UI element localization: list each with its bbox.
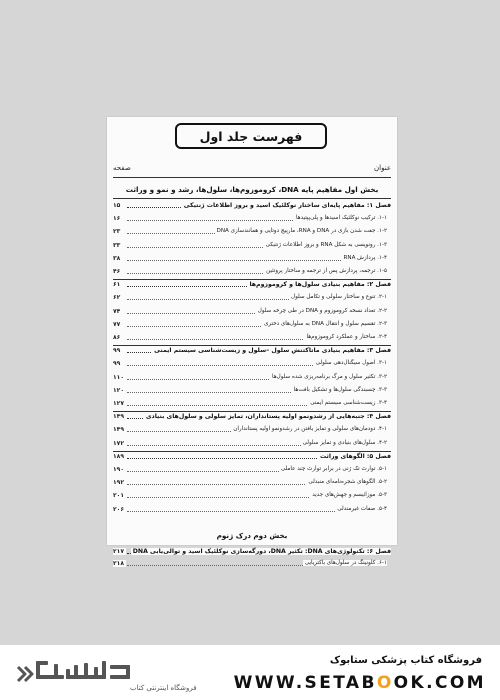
toc-chapter-row xyxy=(113,413,391,423)
toc-item-row xyxy=(113,466,391,476)
toc-item-row xyxy=(113,242,391,252)
url-part-1: WWW.SETAB xyxy=(233,673,377,693)
toc-page xyxy=(107,117,397,567)
toc-entry-page: ۲۳ xyxy=(113,228,121,236)
toc-entry-page: ۱۱۰ xyxy=(113,373,124,381)
toc-entry-page: ۱۵ xyxy=(113,202,121,209)
toc-item-row xyxy=(113,334,391,344)
toc-item-row xyxy=(113,215,391,225)
toc-item-row xyxy=(113,294,391,304)
toc-entry-title: ۳-۳. چسبندگی سلول‌ها و تشکیل بافت‌ها xyxy=(293,386,387,393)
chapter-separator xyxy=(113,345,391,346)
toc-item-row xyxy=(113,374,391,384)
toc-item-row xyxy=(113,268,391,278)
toc-entry-title: ۵-۱. توارث تک ژنی در برابر توارث چند عاملی xyxy=(280,466,387,472)
toc-entry-title: ۱-۳. رونویسی به شکل RNA و بروز اطلاعات ژنتیکی xyxy=(265,241,387,248)
column-title-header: عنوان xyxy=(374,164,391,172)
toc-entry-page: ۹۹ xyxy=(113,360,121,368)
toc-entry-title: فصل ۶: تکنولوژی‌های DNA: تکثیر DNA، دورگه‌سازی نوکلئیک اسید و توالی‌یابی DNA xyxy=(132,548,391,555)
toc-entry-page: ۱۴۹ xyxy=(113,426,124,434)
toc-chapter-row xyxy=(113,202,391,212)
part1-title: بخش اول مفاهیم پایه DNA، کروموزوم‌ها، سلول‌ها، رشد و نمو و وراثت xyxy=(125,185,379,194)
toc-entry-page: ۷۴ xyxy=(113,307,121,315)
toc-entry-page: ۲۰۱ xyxy=(113,492,124,500)
toc-entry-title: ۲-۴. ساختار و عملکرد کروموزوم‌ها xyxy=(306,334,387,340)
toc-entry-title: ۵-۳. موزائیسم و جهش‌های جدید xyxy=(312,492,387,499)
toc-entry-page: ۱۹۲ xyxy=(113,479,124,487)
toc-item-row xyxy=(113,308,391,318)
toc-entry-page: ۲۱۷ xyxy=(113,548,124,555)
chapter-separator xyxy=(113,451,391,452)
title-frame xyxy=(175,123,327,149)
toc-entry-title: ۳-۴. زیست‌شناسی سیستم ایمنی xyxy=(310,400,387,406)
toc-entry-page: ۲۱۸ xyxy=(113,560,124,567)
toc-entry-title: ۱-۴. پردازش RNA xyxy=(343,254,387,261)
logo-glyphs-icon xyxy=(36,661,130,679)
toc-entry-title: فصل ۱: مفاهیم پایه‌ای ساختار نوکلئیک اسید و بروز اطلاعات ژنتیکی xyxy=(183,202,391,209)
toc-chapter-row xyxy=(113,281,391,291)
store-name: فروشگاه کتاب پزشکی ستابوک xyxy=(329,655,482,666)
toc-item-row xyxy=(113,426,391,436)
toc-entry-page: ۳۸ xyxy=(113,254,121,262)
header-rule xyxy=(113,177,391,178)
toc-entry-page: ۱۹۰ xyxy=(113,466,124,473)
toc-item-row xyxy=(113,228,391,238)
toc-entry-title: ۲-۲. تعداد نسخه کروموزوم و DNA در طی چرخه سلول xyxy=(257,307,387,314)
toc-entry-title: فصل ۲: مفاهیم بنیادی سلول‌ها و کروموزوم‌ها xyxy=(249,281,391,289)
toc-entry-page: ۱۶ xyxy=(113,215,121,223)
toc-entry-title: ۱-۱. ترکیب نوکلئیک اسیدها و پلی‌پپتیدها xyxy=(295,215,387,222)
toc-entry-title: فصل ۴: جنبه‌هایی از رشدونمو اولیه پستانداران، تمایز سلولی و سلول‌های بنیادی xyxy=(145,413,391,421)
setabook-logo xyxy=(14,655,197,695)
url-part-o: O xyxy=(376,673,394,693)
toc-item-row xyxy=(113,255,391,265)
toc-item-row xyxy=(113,400,391,410)
toc-entry-page: ۷۷ xyxy=(113,320,121,328)
toc-entry-title: ۵-۴. صفات غیرمندلی xyxy=(337,505,387,512)
chapter-separator xyxy=(113,411,391,412)
toc-item-row xyxy=(113,387,391,397)
toc-chapter-row xyxy=(113,548,391,558)
toc-entry-title: فصل ۳: مفاهیم بنیادی ماتاکتنش سلول –سلول و زیست‌شناسی سیستم ایمنی xyxy=(154,347,391,355)
toc-entry-page: ۴۶ xyxy=(113,268,121,275)
toc-item-row xyxy=(113,506,391,516)
toc-entry-page: ۶۲ xyxy=(113,294,121,302)
toc-entry-title: ۶-۱. کلونینگ در سلول‌های باکتریایی xyxy=(304,560,387,566)
toc-entry-title: ۳-۱. اصول سیگنال‌دهی سلولی xyxy=(315,360,387,367)
toc-entry-page: ۱۷۲ xyxy=(113,439,124,447)
store-footer xyxy=(0,645,500,700)
chapter-separator xyxy=(113,279,391,280)
page-title: فهرست جلد اول xyxy=(199,128,303,144)
toc-entry-page: ۲۰۶ xyxy=(113,505,124,513)
toc-item-row xyxy=(113,321,391,331)
toc-entry-page: ۱۲۷ xyxy=(113,400,124,407)
toc-entry-title: ۵-۲. الگوهای شجره‌نامه‌ای منبدلی xyxy=(308,479,387,486)
toc-item-row xyxy=(113,492,391,502)
toc-entry-title: فصل ۵: الگوهای وراثت xyxy=(319,452,391,460)
toc-entry-page: ۱۴۹ xyxy=(113,413,124,421)
logo-subtitle: فروشگاه اینترنتی کتاب xyxy=(130,684,197,692)
toc-entry-title: ۱-۲. جفت شدن بازی در DNA و RNA، مارپیچ دوتایی و همانندسازی DNA xyxy=(216,228,387,235)
column-page-header: صفحه xyxy=(113,164,131,172)
store-url[interactable] xyxy=(234,673,486,693)
toc-entry-page: ۶۱ xyxy=(113,281,121,289)
part2-title: بخش دوم درک ژنوم xyxy=(216,531,288,540)
toc-entry-page: ۱۲۰ xyxy=(113,386,124,394)
toc-entry-title: ۴-۱. دودمان‌های سلولی و تمایز یافتن در رشدونمو اولیه پستانداران xyxy=(233,426,387,433)
part1-rule xyxy=(113,198,391,199)
logo-arrows-icon xyxy=(18,667,32,681)
toc-item-row xyxy=(113,560,391,570)
toc-entry-title: ۳-۲. تکثیر سلول و مرگ برنامه‌ریزی شده سلول‌ها xyxy=(272,373,387,380)
toc-item-row xyxy=(113,360,391,370)
toc-chapter-row xyxy=(113,453,391,463)
toc-entry-title: ۲-۳. تقسیم سلول و انتقال DNA به سلول‌های دختری xyxy=(264,320,387,327)
url-part-2: OK.COM xyxy=(393,673,486,693)
toc-chapter-row xyxy=(113,347,391,357)
toc-entry-page: ۱۸۹ xyxy=(113,452,124,460)
toc-entry-title: ۱-۵. ترجمه، پردازش پس از ترجمه و ساختار پروتئین xyxy=(266,268,387,274)
toc-entry-page: ۸۶ xyxy=(113,334,121,341)
toc-entry-page: ۹۹ xyxy=(113,347,121,355)
toc-entry-title: ۴-۲. سلول‌های بنیادی و تمایز سلولی xyxy=(302,439,387,446)
toc-entry-title: ۲-۱. تنوع و ساختار سلولی و تکامل سلول xyxy=(291,294,387,301)
toc-item-row xyxy=(113,440,391,450)
column-headers xyxy=(113,164,391,176)
toc-entry-page: ۳۳ xyxy=(113,241,121,249)
toc-item-row xyxy=(113,479,391,489)
